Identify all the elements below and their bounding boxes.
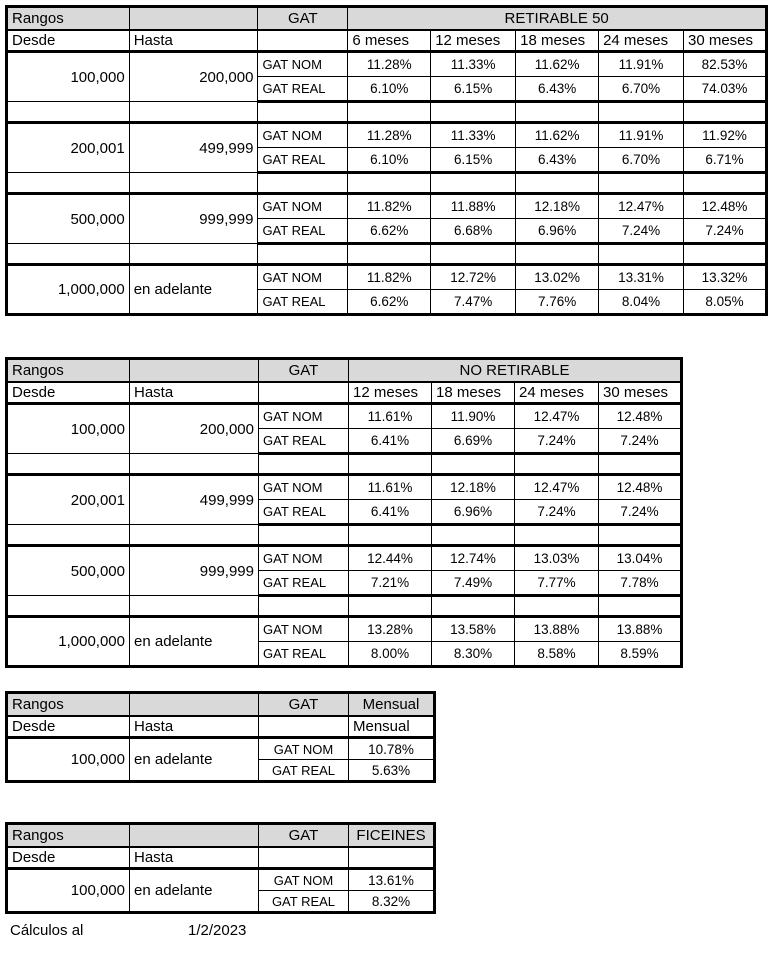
gat-nom-value-cell: 11.61% [349,475,432,500]
gat-real-label: GAT REAL [259,642,349,667]
spacer-cell [599,173,684,194]
gat-nom-label: GAT NOM [259,617,349,642]
subheader-desde: Desde [7,716,130,738]
spacer-cell [130,596,259,617]
footer [10,922,410,939]
spacer-cell [349,525,432,546]
rates-table-no-retirable [5,357,683,668]
footer-date: 1/2/2023 [188,922,247,939]
gat-nom-value-cell: 13.58% [432,617,515,642]
subheader-hasta: Hasta [129,30,258,52]
subheader-desde: Desde [7,382,130,404]
gat-nom-value-cell: 11.91% [599,52,684,77]
gat-nom-value-cell: 12.47% [515,404,599,429]
gat-nom-value-cell: 12.72% [431,265,516,290]
header-product: RETIRABLE 50 [348,7,767,30]
gat-real-value-cell: 7.78% [599,571,682,596]
subheader-blank [259,847,349,869]
spacer-cell [432,596,515,617]
gat-real-value-cell: 8.59% [599,642,682,667]
spacer-cell [348,102,431,123]
subheader-blank [258,30,348,52]
spacer-cell [7,454,130,475]
gat-real-value-cell: 7.24% [515,429,599,454]
gat-nom-value-cell: 13.02% [516,265,599,290]
header-rangos: Rangos [7,7,130,30]
spacer-cell [516,173,599,194]
spacer-cell [683,244,766,265]
rates-table-ficeines [5,822,436,914]
gat-real-value-cell: 6.62% [348,219,431,244]
gat-nom-value-cell: 12.48% [683,194,766,219]
subheader-hasta: Hasta [130,382,259,404]
spacer-cell [599,525,682,546]
gat-real-value-cell: 6.43% [516,77,599,102]
header-product: FICEINES [349,824,435,847]
gat-nom-label: GAT NOM [258,123,348,148]
header-blank [130,359,259,382]
gat-nom-value-cell: 13.04% [599,546,682,571]
spacer-cell [349,454,432,475]
gat-real-value-cell: 7.76% [516,290,599,315]
gat-nom-value-cell: 11.92% [683,123,766,148]
term-header: 12 meses [349,382,432,404]
gat-real-value-cell: 7.21% [349,571,432,596]
rates-table-mensual [5,691,436,783]
gat-nom-value-cell: 10.78% [349,738,435,760]
header-blank [129,7,258,30]
spacer-cell [515,525,599,546]
gat-real-value-cell: 7.24% [515,500,599,525]
spacer-cell [683,102,766,123]
spacer-cell [432,525,515,546]
gat-real-value-cell: 8.00% [349,642,432,667]
range-from-cell: 200,001 [7,123,130,173]
range-to-cell: en adelante [130,617,259,667]
gat-real-value-cell: 7.24% [599,429,682,454]
gat-real-value-cell: 5.63% [349,760,435,782]
range-to-cell: en adelante [130,869,259,913]
gat-real-value-cell: 6.62% [348,290,431,315]
range-from-cell: 100,000 [7,52,130,102]
gat-real-value-cell: 7.49% [432,571,515,596]
spacer-cell [599,102,684,123]
spacer-cell [683,173,766,194]
gat-real-value-cell: 6.96% [432,500,515,525]
gat-nom-value-cell: 11.33% [431,123,516,148]
spacer-cell [348,244,431,265]
gat-real-value-cell: 6.41% [349,500,432,525]
header-gat: GAT [259,824,349,847]
gat-real-value-cell: 6.41% [349,429,432,454]
spacer-cell [7,596,130,617]
spacer-cell [7,102,130,123]
gat-real-label: GAT REAL [258,290,348,315]
term-header: 18 meses [432,382,515,404]
range-from-cell: 500,000 [7,194,130,244]
gat-nom-label: GAT NOM [259,404,349,429]
subheader-blank [259,716,349,738]
spacer-cell [259,454,349,475]
gat-real-value-cell: 6.70% [599,77,684,102]
gat-nom-value-cell: 13.31% [599,265,684,290]
gat-nom-value-cell: 12.47% [515,475,599,500]
gat-nom-value-cell: 13.28% [349,617,432,642]
gat-real-value-cell: 6.15% [431,77,516,102]
range-to-cell: 200,000 [130,404,259,454]
spacer-cell [432,454,515,475]
range-to-cell: 999,999 [130,546,259,596]
range-from-cell: 100,000 [7,869,130,913]
gat-real-value-cell: 7.24% [599,219,684,244]
header-blank [130,693,259,716]
spacer-cell [130,454,259,475]
gat-nom-value-cell: 11.61% [349,404,432,429]
subheader-desde: Desde [7,847,130,869]
gat-real-label: GAT REAL [259,891,349,913]
spacer-cell [129,173,258,194]
header-gat: GAT [258,7,348,30]
gat-real-value-cell: 6.70% [599,148,684,173]
range-from-cell: 100,000 [7,404,130,454]
spacer-cell [130,525,259,546]
spacer-cell [129,102,258,123]
term-header: 24 meses [599,30,684,52]
range-to-cell: 499,999 [129,123,258,173]
header-product: NO RETIRABLE [349,359,682,382]
spacer-cell [258,173,348,194]
gat-nom-label: GAT NOM [259,869,349,891]
spacer-cell [349,596,432,617]
spacer-cell [516,244,599,265]
spacer-cell [129,244,258,265]
gat-real-value-cell: 7.77% [515,571,599,596]
spacer-cell [348,173,431,194]
gat-real-value-cell: 8.05% [683,290,766,315]
spacer-cell [259,525,349,546]
spacer-cell [431,244,516,265]
gat-real-value-cell: 6.68% [431,219,516,244]
gat-nom-value-cell: 11.82% [348,265,431,290]
gat-nom-value-cell: 12.44% [349,546,432,571]
gat-nom-value-cell: 82.53% [683,52,766,77]
gat-real-value-cell: 6.10% [348,77,431,102]
subheader-desde: Desde [7,30,130,52]
header-product: Mensual [349,693,435,716]
gat-real-value-cell: 6.69% [432,429,515,454]
gat-nom-value-cell: 13.88% [599,617,682,642]
gat-real-value-cell: 7.24% [599,500,682,525]
gat-real-value-cell: 6.96% [516,219,599,244]
spacer-cell [259,596,349,617]
rates-table-retirable-50 [5,5,768,316]
range-from-cell: 100,000 [7,738,130,782]
gat-nom-label: GAT NOM [258,194,348,219]
term-header [349,847,435,869]
range-to-cell: 200,000 [129,52,258,102]
term-header: 24 meses [515,382,599,404]
gat-real-value-cell: 74.03% [683,77,766,102]
spacer-cell [7,525,130,546]
gat-real-label: GAT REAL [258,77,348,102]
gat-nom-value-cell: 13.88% [515,617,599,642]
gat-nom-value-cell: 11.33% [431,52,516,77]
range-to-cell: 499,999 [130,475,259,525]
gat-nom-value-cell: 11.62% [516,123,599,148]
term-header: 30 meses [599,382,682,404]
gat-nom-value-cell: 12.48% [599,404,682,429]
gat-real-value-cell: 6.43% [516,148,599,173]
gat-real-value-cell: 7.47% [431,290,516,315]
spacer-cell [599,454,682,475]
spacer-cell [515,454,599,475]
spacer-cell [7,244,130,265]
gat-real-value-cell: 6.10% [348,148,431,173]
gat-nom-value-cell: 12.18% [516,194,599,219]
header-rangos: Rangos [7,359,130,382]
header-rangos: Rangos [7,824,130,847]
spacer-cell [431,173,516,194]
subheader-hasta: Hasta [130,847,259,869]
gat-real-label: GAT REAL [259,500,349,525]
footer-label: Cálculos al [10,922,84,939]
gat-nom-value-cell: 13.61% [349,869,435,891]
gat-real-label: GAT REAL [259,571,349,596]
header-gat: GAT [259,693,349,716]
gat-nom-value-cell: 12.18% [432,475,515,500]
gat-nom-value-cell: 11.28% [348,52,431,77]
term-header: 30 meses [683,30,766,52]
gat-real-value-cell: 8.32% [349,891,435,913]
gat-real-value-cell: 6.15% [431,148,516,173]
gat-nom-value-cell: 12.74% [432,546,515,571]
gat-nom-value-cell: 11.90% [432,404,515,429]
gat-real-label: GAT REAL [259,760,349,782]
gat-real-value-cell: 6.71% [683,148,766,173]
spacer-cell [258,244,348,265]
range-from-cell: 200,001 [7,475,130,525]
gat-real-label: GAT REAL [258,148,348,173]
spacer-cell [431,102,516,123]
gat-nom-value-cell: 11.62% [516,52,599,77]
gat-nom-value-cell: 13.03% [515,546,599,571]
spacer-cell [258,102,348,123]
spacer-cell [516,102,599,123]
gat-nom-value-cell: 11.28% [348,123,431,148]
gat-nom-label: GAT NOM [258,265,348,290]
gat-real-value-cell: 8.04% [599,290,684,315]
header-blank [130,824,259,847]
gat-nom-label: GAT NOM [259,738,349,760]
spacer-cell [515,596,599,617]
header-gat: GAT [259,359,349,382]
header-rangos: Rangos [7,693,130,716]
range-to-cell: en adelante [130,738,259,782]
spacer-cell [599,244,684,265]
gat-real-value-cell: 8.30% [432,642,515,667]
gat-nom-label: GAT NOM [259,475,349,500]
gat-real-label: GAT REAL [259,429,349,454]
range-to-cell: en adelante [129,265,258,315]
range-to-cell: 999,999 [129,194,258,244]
term-header: 18 meses [516,30,599,52]
term-header: 6 meses [348,30,431,52]
gat-real-value-cell: 7.24% [683,219,766,244]
gat-nom-value-cell: 12.48% [599,475,682,500]
term-header: 12 meses [431,30,516,52]
subheader-blank [259,382,349,404]
gat-nom-value-cell: 11.88% [431,194,516,219]
gat-nom-value-cell: 12.47% [599,194,684,219]
spacer-cell [7,173,130,194]
spacer-cell [599,596,682,617]
range-from-cell: 500,000 [7,546,130,596]
gat-real-label: GAT REAL [258,219,348,244]
subheader-hasta: Hasta [130,716,259,738]
gat-nom-value-cell: 13.32% [683,265,766,290]
term-header: Mensual [349,716,435,738]
gat-nom-label: GAT NOM [259,546,349,571]
range-from-cell: 1,000,000 [7,265,130,315]
gat-nom-value-cell: 11.82% [348,194,431,219]
gat-nom-value-cell: 11.91% [599,123,684,148]
gat-nom-label: GAT NOM [258,52,348,77]
range-from-cell: 1,000,000 [7,617,130,667]
gat-real-value-cell: 8.58% [515,642,599,667]
